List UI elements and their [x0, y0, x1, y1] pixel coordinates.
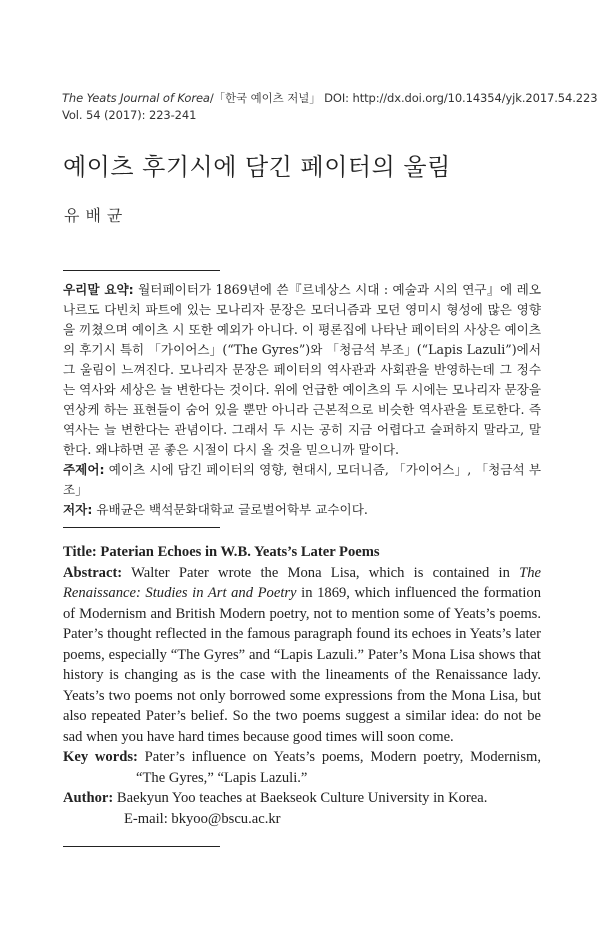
keywords-text: 예이츠 시에 담긴 페이터의 영향, 현대시, 모더니즘, 「가이어스」, 「청금석 부조」	[63, 462, 541, 497]
abstract-text-b: in 1869, which influenced the formation of Modernism and British Modern poetry, not to mention some of Yeats’s poems. Pater’s thought reflected in the famous paragraph found its echoes in Yeats’s later poems, especially “The Gyres” and “Lapis Lazuli.” Pater’s Mona Lisa shows that history is changing as is the case with the lineaments of the Renaissance lady. Yeats’s two poems not only borrowed some expressions from the Mona Lisa, but also repeated Pater’s belief. So the two poems suggest a similar idea: do not be sad when you have hard times because good times will soon come.	[63, 585, 541, 745]
keywords-label: 주제어:	[63, 462, 105, 477]
author-label-en: Author:	[63, 790, 114, 806]
keywords-text-en: Pater’s influence on Yeats’s poems, Modern poetry, Modernism, “The Gyres,” “Lapis Lazuli.”	[136, 749, 542, 786]
journal-name-korean: /「한국 예이츠 저널」	[209, 91, 321, 105]
journal-name-english: The Yeats Journal of Korea	[62, 91, 210, 105]
keywords-label-en: Key words:	[63, 749, 138, 765]
author-label: 저자:	[63, 502, 93, 517]
paper-title: 예이츠 후기시에 담긴 페이터의 울림	[63, 153, 451, 181]
volume-line: Vol. 54 (2017): 223-241	[62, 108, 197, 122]
english-keywords	[63, 747, 541, 788]
journal-header	[62, 90, 598, 124]
abstract-book-title: The Renaissance: Studies in Art and Poetry	[63, 564, 541, 601]
summary-text: 월터페이터가 1869년에 쓴『르네상스 시대 : 예술과 시의 연구』에 레오나르도 다빈치 파트에 있는 모나리자 문장은 모더니즘과 모던 영미시 형성에 많은 영향을 끼쳤으며 예이츠 시 또한 예외가 아니다. 이 평론집에 나타난 페이터의 사상은 예이츠의 후기시 특히 「가이어스」(“The Gyres”)와 「청금석 부조」(“Lapis Lazuli”)에서 그 울림이 느껴진다. 모나리자 문장은 페이터의 역사관과 사회관을 반영하는데 그 정수는 역사와 세상은 늘 변한다는 것이다. 위에 언급한 예이츠의 두 시에는 모나리자 문장을 연상케 하는 표현들이 숨어 있을 뿐만 아니라 근본적으로 비슷한 역사관을 토로한다. 즉 역사는 늘 변한다는 관념이다. 그래서 두 시는 공히 지금 어렵다고 슬퍼하지 말라고, 말한다. 왜냐하면 곧 좋은 시절이 다시 올 것을 믿으니까 말이다.	[63, 282, 541, 457]
english-title-line: Title: Paterian Echoes in W.B. Yeats’s Later Poems	[63, 544, 380, 560]
english-abstract	[63, 542, 541, 829]
section-divider	[63, 527, 220, 528]
abstract-text-a: Walter Pater wrote the Mona Lisa, which is contained in	[122, 564, 520, 581]
korean-keywords	[63, 460, 541, 500]
author-text: 유배균은 백석문화대학교 글로벌어학부 교수이다.	[92, 502, 368, 517]
english-abstract-body	[63, 563, 541, 748]
korean-summary	[63, 280, 541, 460]
section-divider	[63, 270, 220, 271]
author-email[interactable]: E-mail: bkyoo@bscu.ac.kr	[124, 810, 281, 827]
korean-abstract	[63, 280, 541, 520]
author-name-korean: 유배균	[64, 206, 129, 225]
doi-link[interactable]: DOI: http://dx.doi.org/10.14354/yjk.2017.54.223	[320, 91, 598, 105]
abstract-label: Abstract:	[63, 564, 123, 581]
author-text-en: Baekyun Yoo teaches at Baekseok Culture University in Korea.	[113, 790, 488, 806]
citation-line	[62, 90, 598, 107]
korean-author	[63, 500, 541, 520]
english-author	[63, 788, 541, 829]
summary-label: 우리말 요약:	[63, 282, 134, 297]
section-divider	[63, 846, 220, 847]
